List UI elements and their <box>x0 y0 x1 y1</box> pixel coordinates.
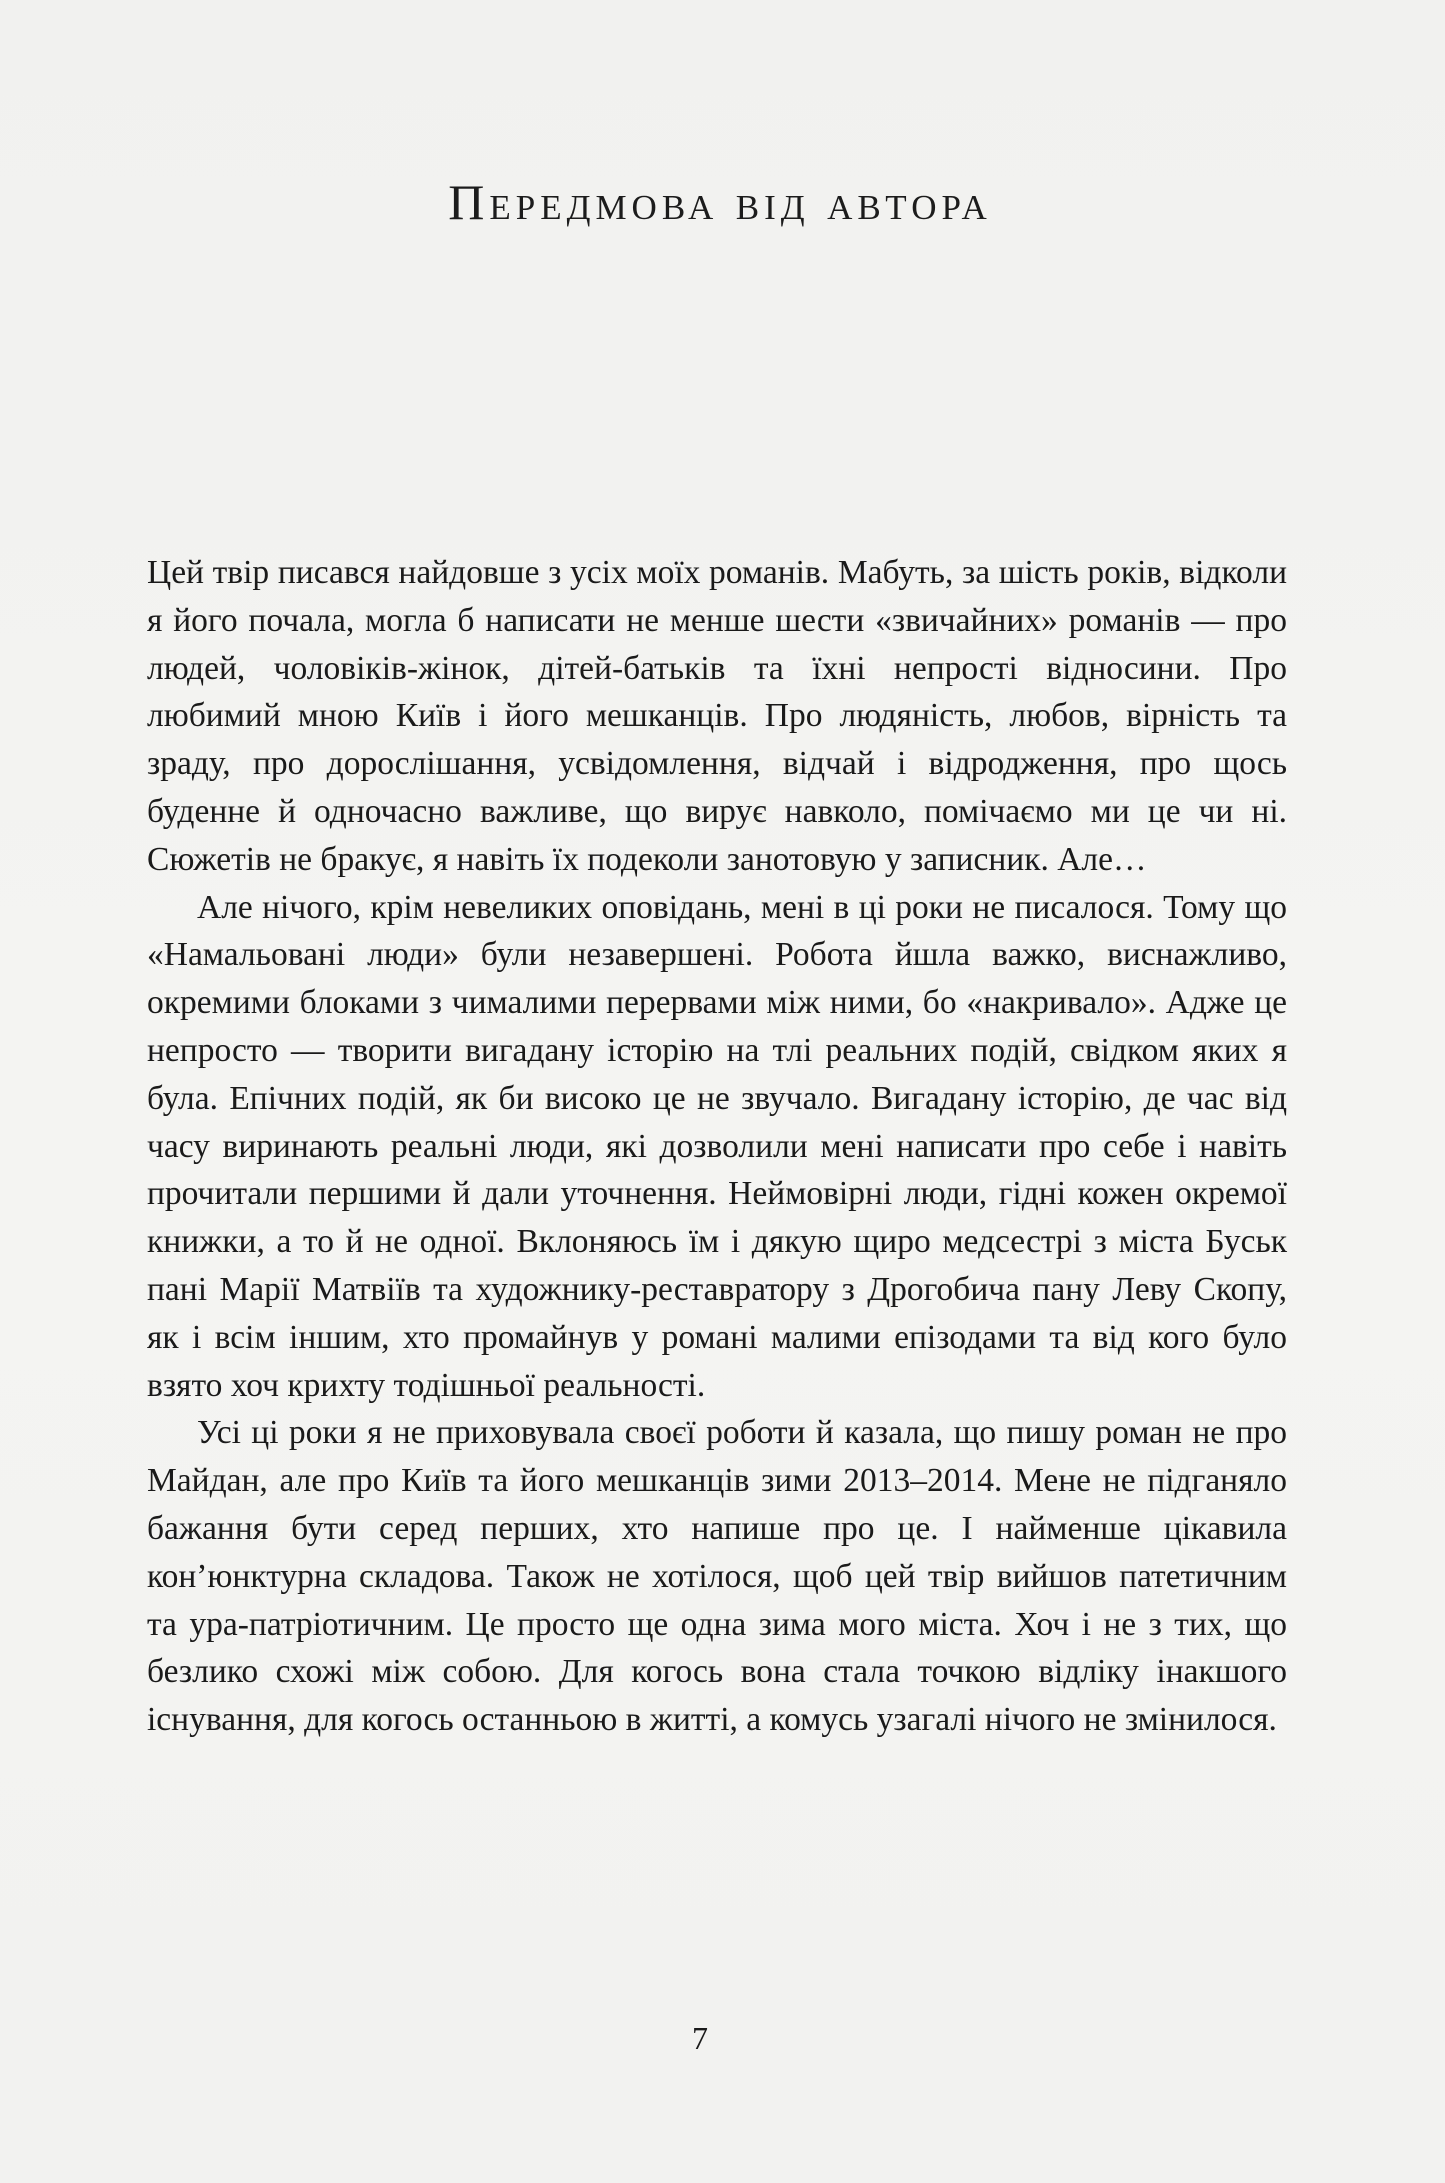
paragraph-2: Але нічого, крім невеликих оповідань, мені в ці роки не писалося. Тому що «Намальовані люди» були незавершені. Робота йшла важко, виснажливо, окремими блоками з чималими перервами між ними, бо «накривало». Адже це непросто — творити вигадану історію на тлі реальних подій, свідком яких я була. Епічних подій, як би високо це не звучало. Вигадану історію, де час від часу виринають реальні люди, які дозволили мені написати про себе і навіть прочитали першими й дали уточнення. Неймовірні люди, гідні кожен окремої книжки, а то й не одної. Вклоняюсь їм і дякую щиро медсестрі з міста Буськ пані Марії Матвіїв та художнику-реставратору з Дрогобича пану Леву Скопу, як і всім іншим, хто промайнув у романі малими епізодами та від кого було взято хоч крихту тодішньої реальності. <box>147 888 1287 1404</box>
paragraph-3: Усі ці роки я не приховувала своєї роботи й казала, що пишу роман не про Майдан, але про Київ та його мешканців зими 2013–2014. Мене не підганяло бажання бути серед перших, хто напише про це. І найменше цікавила кон’юнктурна складова. Також не хотілося, щоб цей твір вийшов патетичним та ура-патріотичним. Це просто ще одна зима мого міста. Хоч і не з тих, що безлико схожі між собою. Для когось вона стала точкою відліку інакшого існування, для когось останньою в житті, а комусь узагалі нічого не змінилося. <box>147 1414 1287 1739</box>
body-text <box>147 549 1287 1744</box>
paragraph-1: Цей твір писався найдовше з усіх моїх романів. Мабуть, за шість років, відколи я його почала, могла б написати не менше шести «звичайних» романів — про людей, чоловіків-жінок, дітей-батьків та їхні непрості відносини. Про любимий мною Київ і його мешканців. Про людяність, любов, вірність та зраду, про дорослішання, усвідомлення, відчай і відродження, про щось буденне й одночасно важливе, що вирує навколо, помічаємо ми це чи ні. Сюжетів не бракує, я навіть їх подеколи занотовую у записник. Але… <box>147 554 1287 878</box>
chapter-title: Передмова від автора <box>448 174 992 230</box>
page-number: 7 <box>692 2020 708 2056</box>
